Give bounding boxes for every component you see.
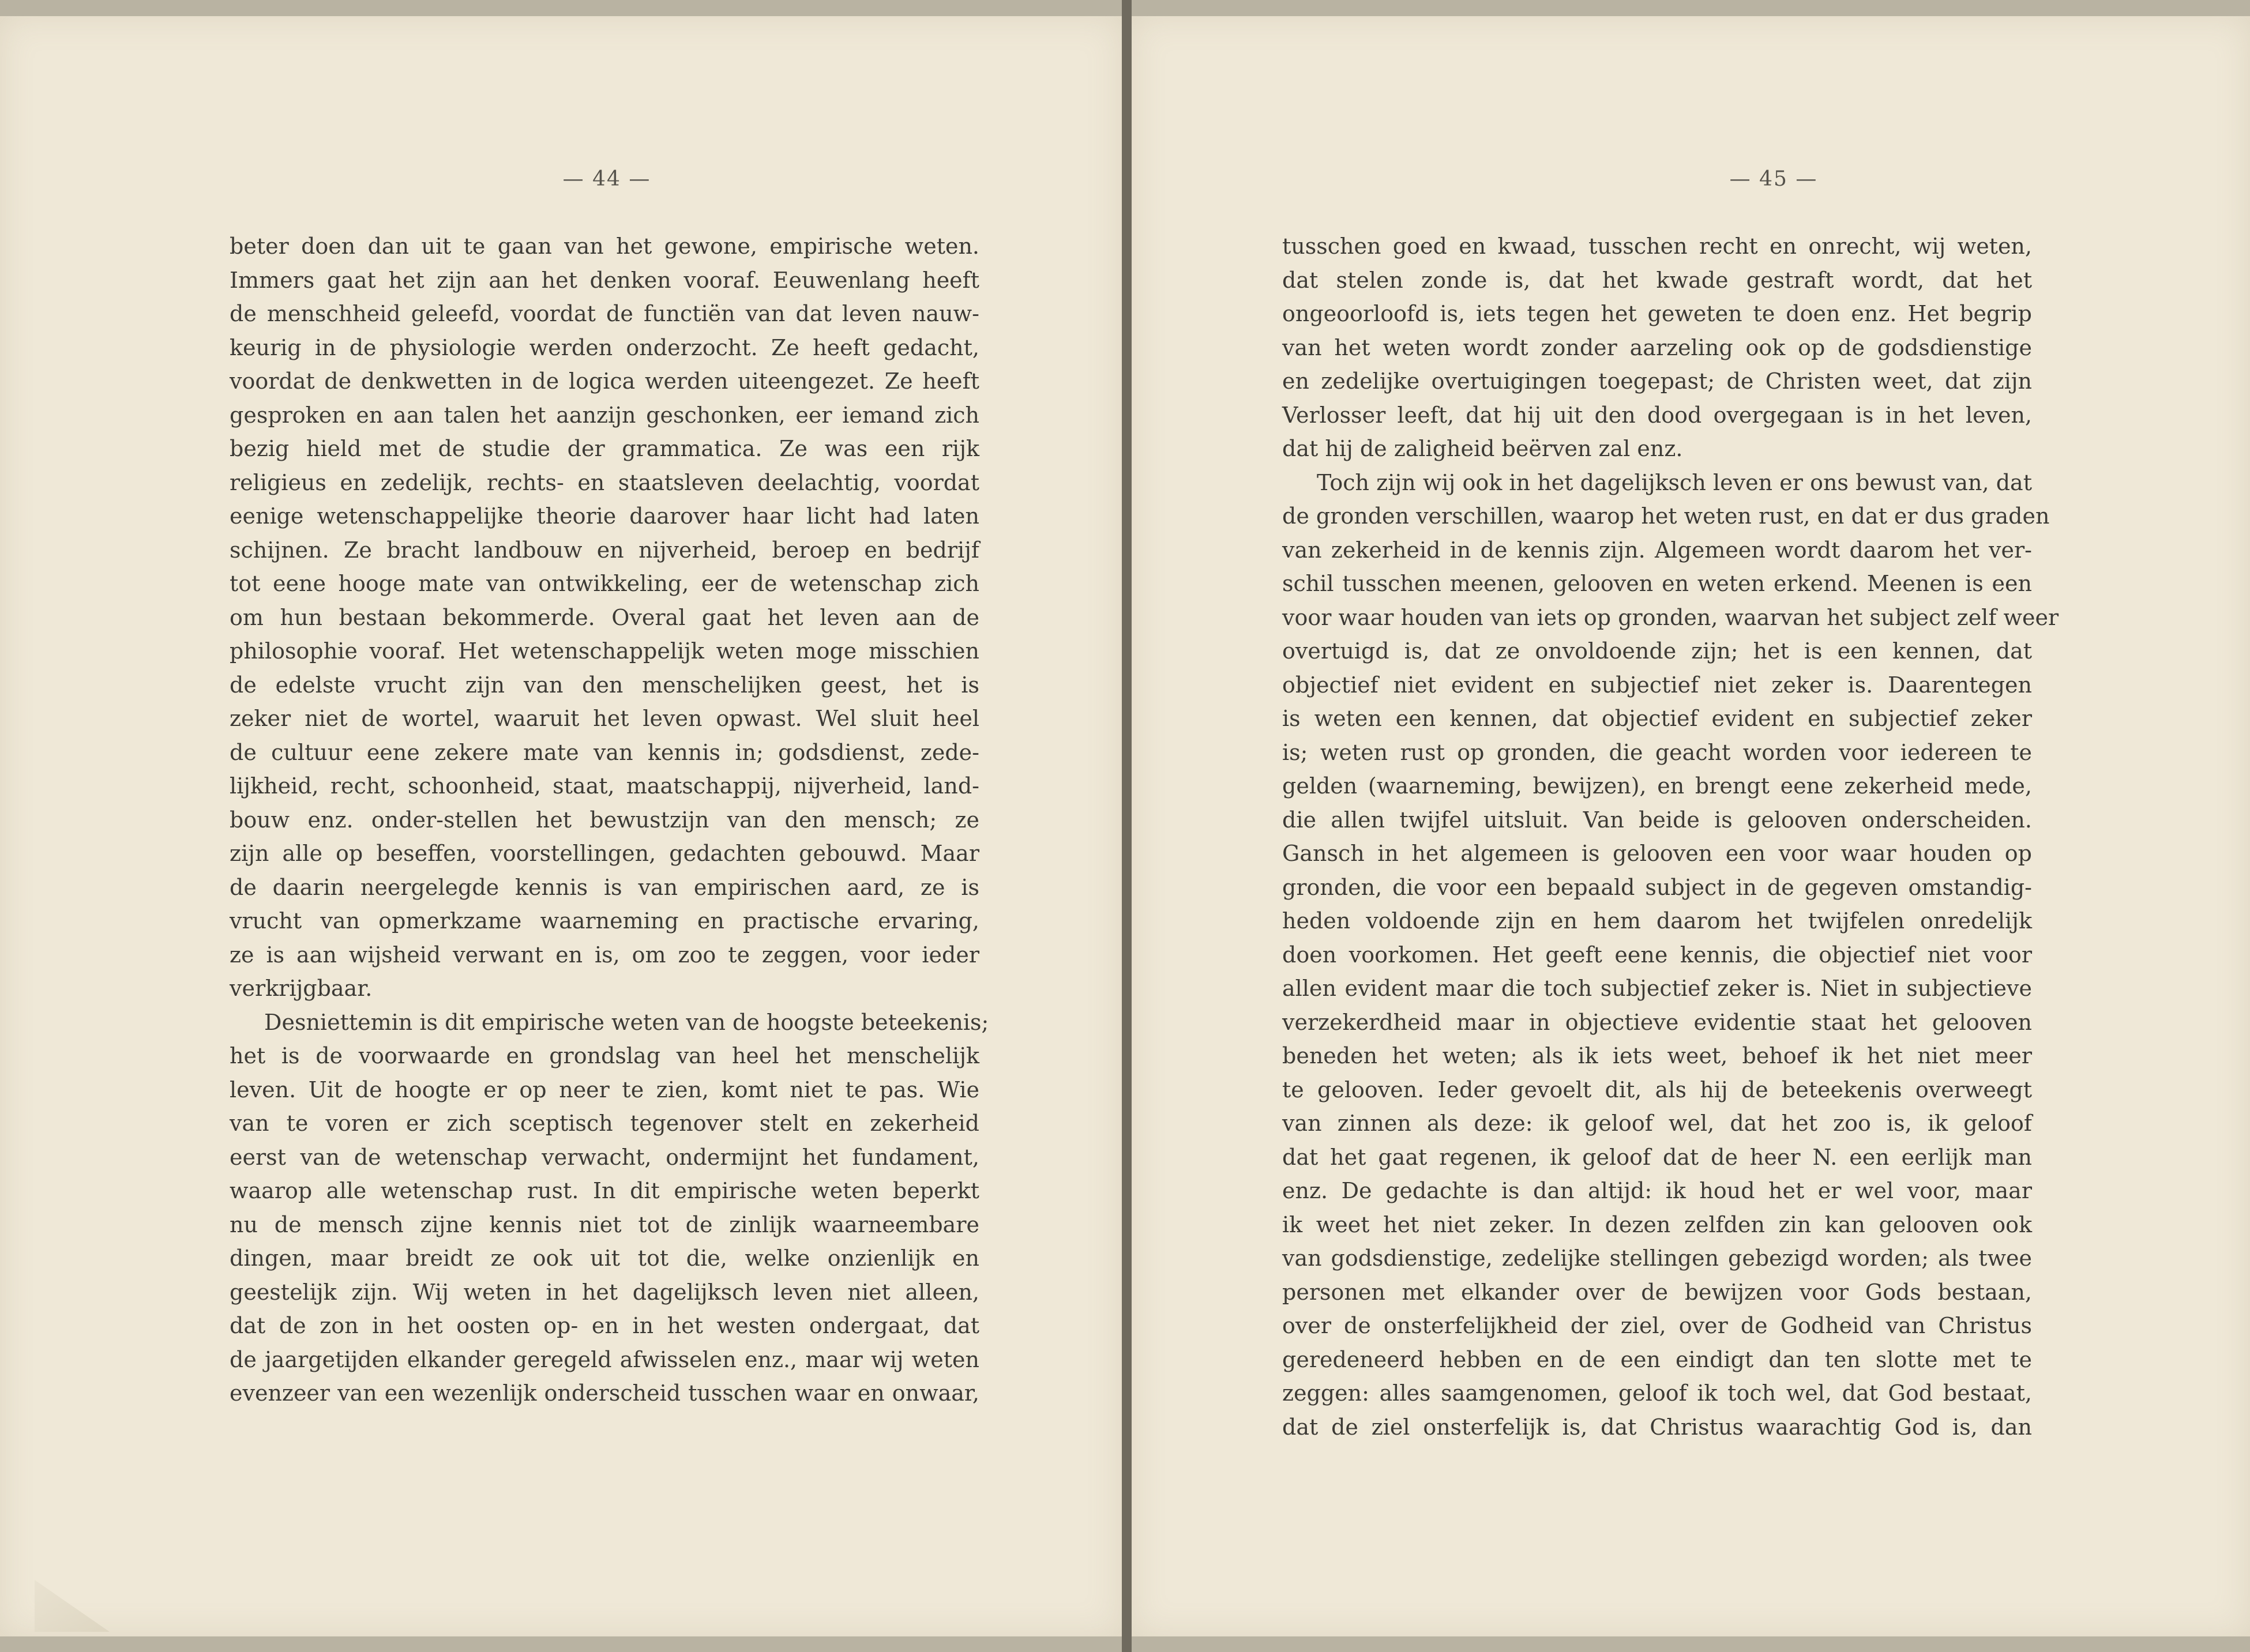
text-line: van zekerheid in de kennis zijn. Algemeen wordt daarom het ver-: [1282, 537, 2032, 563]
page-number-left: — 44 —: [562, 167, 651, 191]
text-line: het is de voorwaarde en grondslag van heel het menschelijk: [230, 1043, 979, 1068]
text-line: leven. Uit de hoogte er op neer te zien, komt niet te pas. Wie: [230, 1077, 979, 1102]
text-line: dat de ziel onsterfelijk is, dat Christus waarachtig God is, dan: [1282, 1414, 2032, 1440]
text-line: vrucht van opmerkzame waarneming en practische ervaring,: [230, 908, 979, 934]
text-line: van zinnen als deze: ik geloof wel, dat het zoo is, ik geloof: [1282, 1111, 2032, 1136]
text-line: enz. De gedachte is dan altijd: ik houd het er wel voor, maar: [1282, 1178, 2032, 1203]
text-line: om hun bestaan bekommerde. Overal gaat het leven aan de: [230, 604, 979, 630]
text-line: de daarin neergelegde kennis is van empirischen aard, ze is: [230, 874, 979, 900]
text-line: schil tusschen meenen, gelooven en weten erkend. Meenen is een: [1282, 571, 2032, 596]
text-line: overtuigd is, dat ze onvoldoende zijn; het is een kennen, dat: [1282, 638, 2032, 664]
text-line: die allen twijfel uitsluit. Van beide is gelooven onderscheiden.: [1282, 807, 2032, 833]
text-line: dat stelen zonde is, dat het kwade gestraft wordt, dat het: [1282, 267, 2032, 293]
text-line: eenige wetenschappelijke theorie daarover haar licht had laten: [230, 503, 979, 529]
text-line: zeker niet de wortel, waaruit het leven opwast. Wel sluit heel: [230, 706, 979, 731]
text-line: objectief niet evident en subjectief niet zeker is. Daarentegen: [1282, 672, 2032, 698]
text-line: tot eene hooge mate van ontwikkeling, eer de wetenschap zich: [230, 571, 979, 596]
text-line: Toch zijn wij ook in het dagelijksch leven er ons bewust van, dat: [1317, 469, 2032, 495]
text-line: over de onsterfelijkheid der ziel, over de Godheid van Christus: [1282, 1313, 2032, 1338]
text-line: ik weet het niet zeker. In dezen zelfden zin kan gelooven ook: [1282, 1211, 2032, 1237]
text-line: en zedelijke overtuigingen toegepast; de Christen weet, dat zijn: [1282, 368, 2032, 394]
text-line: dat de zon in het oosten op- en in het westen ondergaat, dat: [230, 1313, 979, 1338]
text-line: ongeoorloofd is, iets tegen het geweten te doen enz. Het begrip: [1282, 301, 2032, 326]
text-line: tusschen goed en kwaad, tusschen recht en onrecht, wij weten,: [1282, 234, 2032, 259]
text-line: van te voren er zich sceptisch tegenover stelt en zekerheid: [230, 1111, 979, 1136]
text-line: voor waar houden van iets op gronden, waarvan het subject zelf weer: [1282, 604, 2059, 630]
text-line: geredeneerd hebben en de een eindigt dan ten slotte met te: [1282, 1346, 2032, 1372]
text-line: gronden, die voor een bepaald subject in de gegeven omstandig-: [1282, 874, 2032, 900]
text-line: zeggen: alles saamgenomen, geloof ik toch wel, dat God bestaat,: [1282, 1380, 2032, 1406]
text-line: personen met elkander over de bewijzen voor Gods bestaan,: [1282, 1279, 2032, 1305]
text-line: van godsdienstige, zedelijke stellingen gebezigd worden; als twee: [1282, 1245, 2032, 1271]
text-line: eerst van de wetenschap verwacht, ondermijnt het fundament,: [230, 1144, 979, 1170]
text-line: van het weten wordt zonder aarzeling ook op de godsdienstige: [1282, 334, 2032, 360]
text-line: de cultuur eene zekere mate van kennis in; godsdienst, zede-: [230, 739, 979, 765]
text-line: gelden (waarneming, bewijzen), en brengt eene zekerheid mede,: [1282, 773, 2032, 799]
text-line: Gansch in het algemeen is gelooven een voor waar houden op: [1282, 841, 2032, 866]
text-line: beter doen dan uit te gaan van het gewone, empirische weten.: [230, 234, 979, 259]
text-line: bouw enz. onder-stellen het bewustzijn van den mensch; ze: [230, 807, 979, 833]
text-line: geestelijk zijn. Wij weten in het dagelijksch leven niet alleen,: [230, 1279, 979, 1305]
left-page-text: [230, 229, 989, 1410]
text-line: dat hij de zaligheid beërven zal enz.: [1282, 436, 1683, 461]
text-line: Desniettemin is dit empirische weten van de hoogste beteekenis;: [264, 1009, 989, 1035]
text-line: allen evident maar die toch subjectief zeker is. Niet in subjectieve: [1282, 976, 2032, 1001]
text-line: ze is aan wijsheid verwant en is, om zoo te zeggen, voor ieder: [230, 942, 979, 968]
text-line: dingen, maar breidt ze ook uit tot die, welke onzienlijk en: [230, 1245, 979, 1271]
text-line: evenzeer van een wezenlijk onderscheid tusschen waar en onwaar,: [230, 1380, 979, 1406]
right-page-text: [1282, 229, 2059, 1444]
text-line: de menschheid geleefd, voordat de functiën van dat leven nauw-: [230, 301, 979, 326]
text-line: Immers gaat het zijn aan het denken vooraf. Eeuwenlang heeft: [230, 267, 979, 293]
text-line: is; weten rust op gronden, die geacht worden voor iedereen te: [1282, 739, 2032, 765]
text-line: beneden het weten; als ik iets weet, behoef ik het niet meer: [1282, 1043, 2032, 1068]
text-line: gesproken en aan talen het aanzijn geschonken, eer iemand zich: [230, 402, 979, 428]
text-line: verkrijgbaar.: [230, 976, 373, 1001]
text-line: nu de mensch zijne kennis niet tot de zinlijk waarneembare: [230, 1211, 979, 1237]
text-line: lijkheid, recht, schoonheid, staat, maatschappij, nijverheid, land-: [230, 773, 979, 799]
text-line: de jaargetijden elkander geregeld afwisselen enz., maar wij weten: [230, 1346, 979, 1372]
text-line: keurig in de physiologie werden onderzocht. Ze heeft gedacht,: [230, 334, 979, 360]
book-gutter: [1122, 0, 1132, 1652]
text-line: religieus en zedelijk, rechts- en staatsleven deelachtig, voordat: [230, 469, 979, 495]
text-line: doen voorkomen. Het geeft eene kennis, die objectief niet voor: [1282, 942, 2032, 968]
text-line: is weten een kennen, dat objectief evident en subjectief zeker: [1282, 706, 2032, 731]
text-line: heden voldoende zijn en hem daarom het twijfelen onredelijk: [1282, 908, 2032, 934]
page-number-right: — 45 —: [1729, 167, 1818, 191]
text-line: voordat de denkwetten in de logica werden uiteengezet. Ze heeft: [230, 368, 979, 394]
text-line: philosophie vooraf. Het wetenschappelijk weten moge misschien: [230, 638, 979, 664]
text-line: dat het gaat regenen, ik geloof dat de heer N. een eerlijk man: [1282, 1144, 2032, 1170]
text-line: te gelooven. Ieder gevoelt dit, als hij de beteekenis overweegt: [1282, 1077, 2032, 1102]
text-line: Verlosser leeft, dat hij uit den dood overgegaan is in het leven,: [1282, 402, 2032, 428]
text-line: zijn alle op beseffen, voorstellingen, gedachten gebouwd. Maar: [230, 841, 979, 866]
text-line: de gronden verschillen, waarop het weten rust, en dat er dus graden: [1282, 503, 2050, 529]
text-line: waarop alle wetenschap rust. In dit empirische weten beperkt: [230, 1178, 979, 1203]
text-line: schijnen. Ze bracht landbouw en nijverheid, beroep en bedrijf: [230, 537, 979, 563]
text-line: verzekerdheid maar in objectieve evidentie staat het gelooven: [1282, 1009, 2032, 1035]
text-line: de edelste vrucht zijn van den menschelijken geest, het is: [230, 672, 979, 698]
text-line: bezig hield met de studie der grammatica. Ze was een rijk: [230, 436, 979, 461]
